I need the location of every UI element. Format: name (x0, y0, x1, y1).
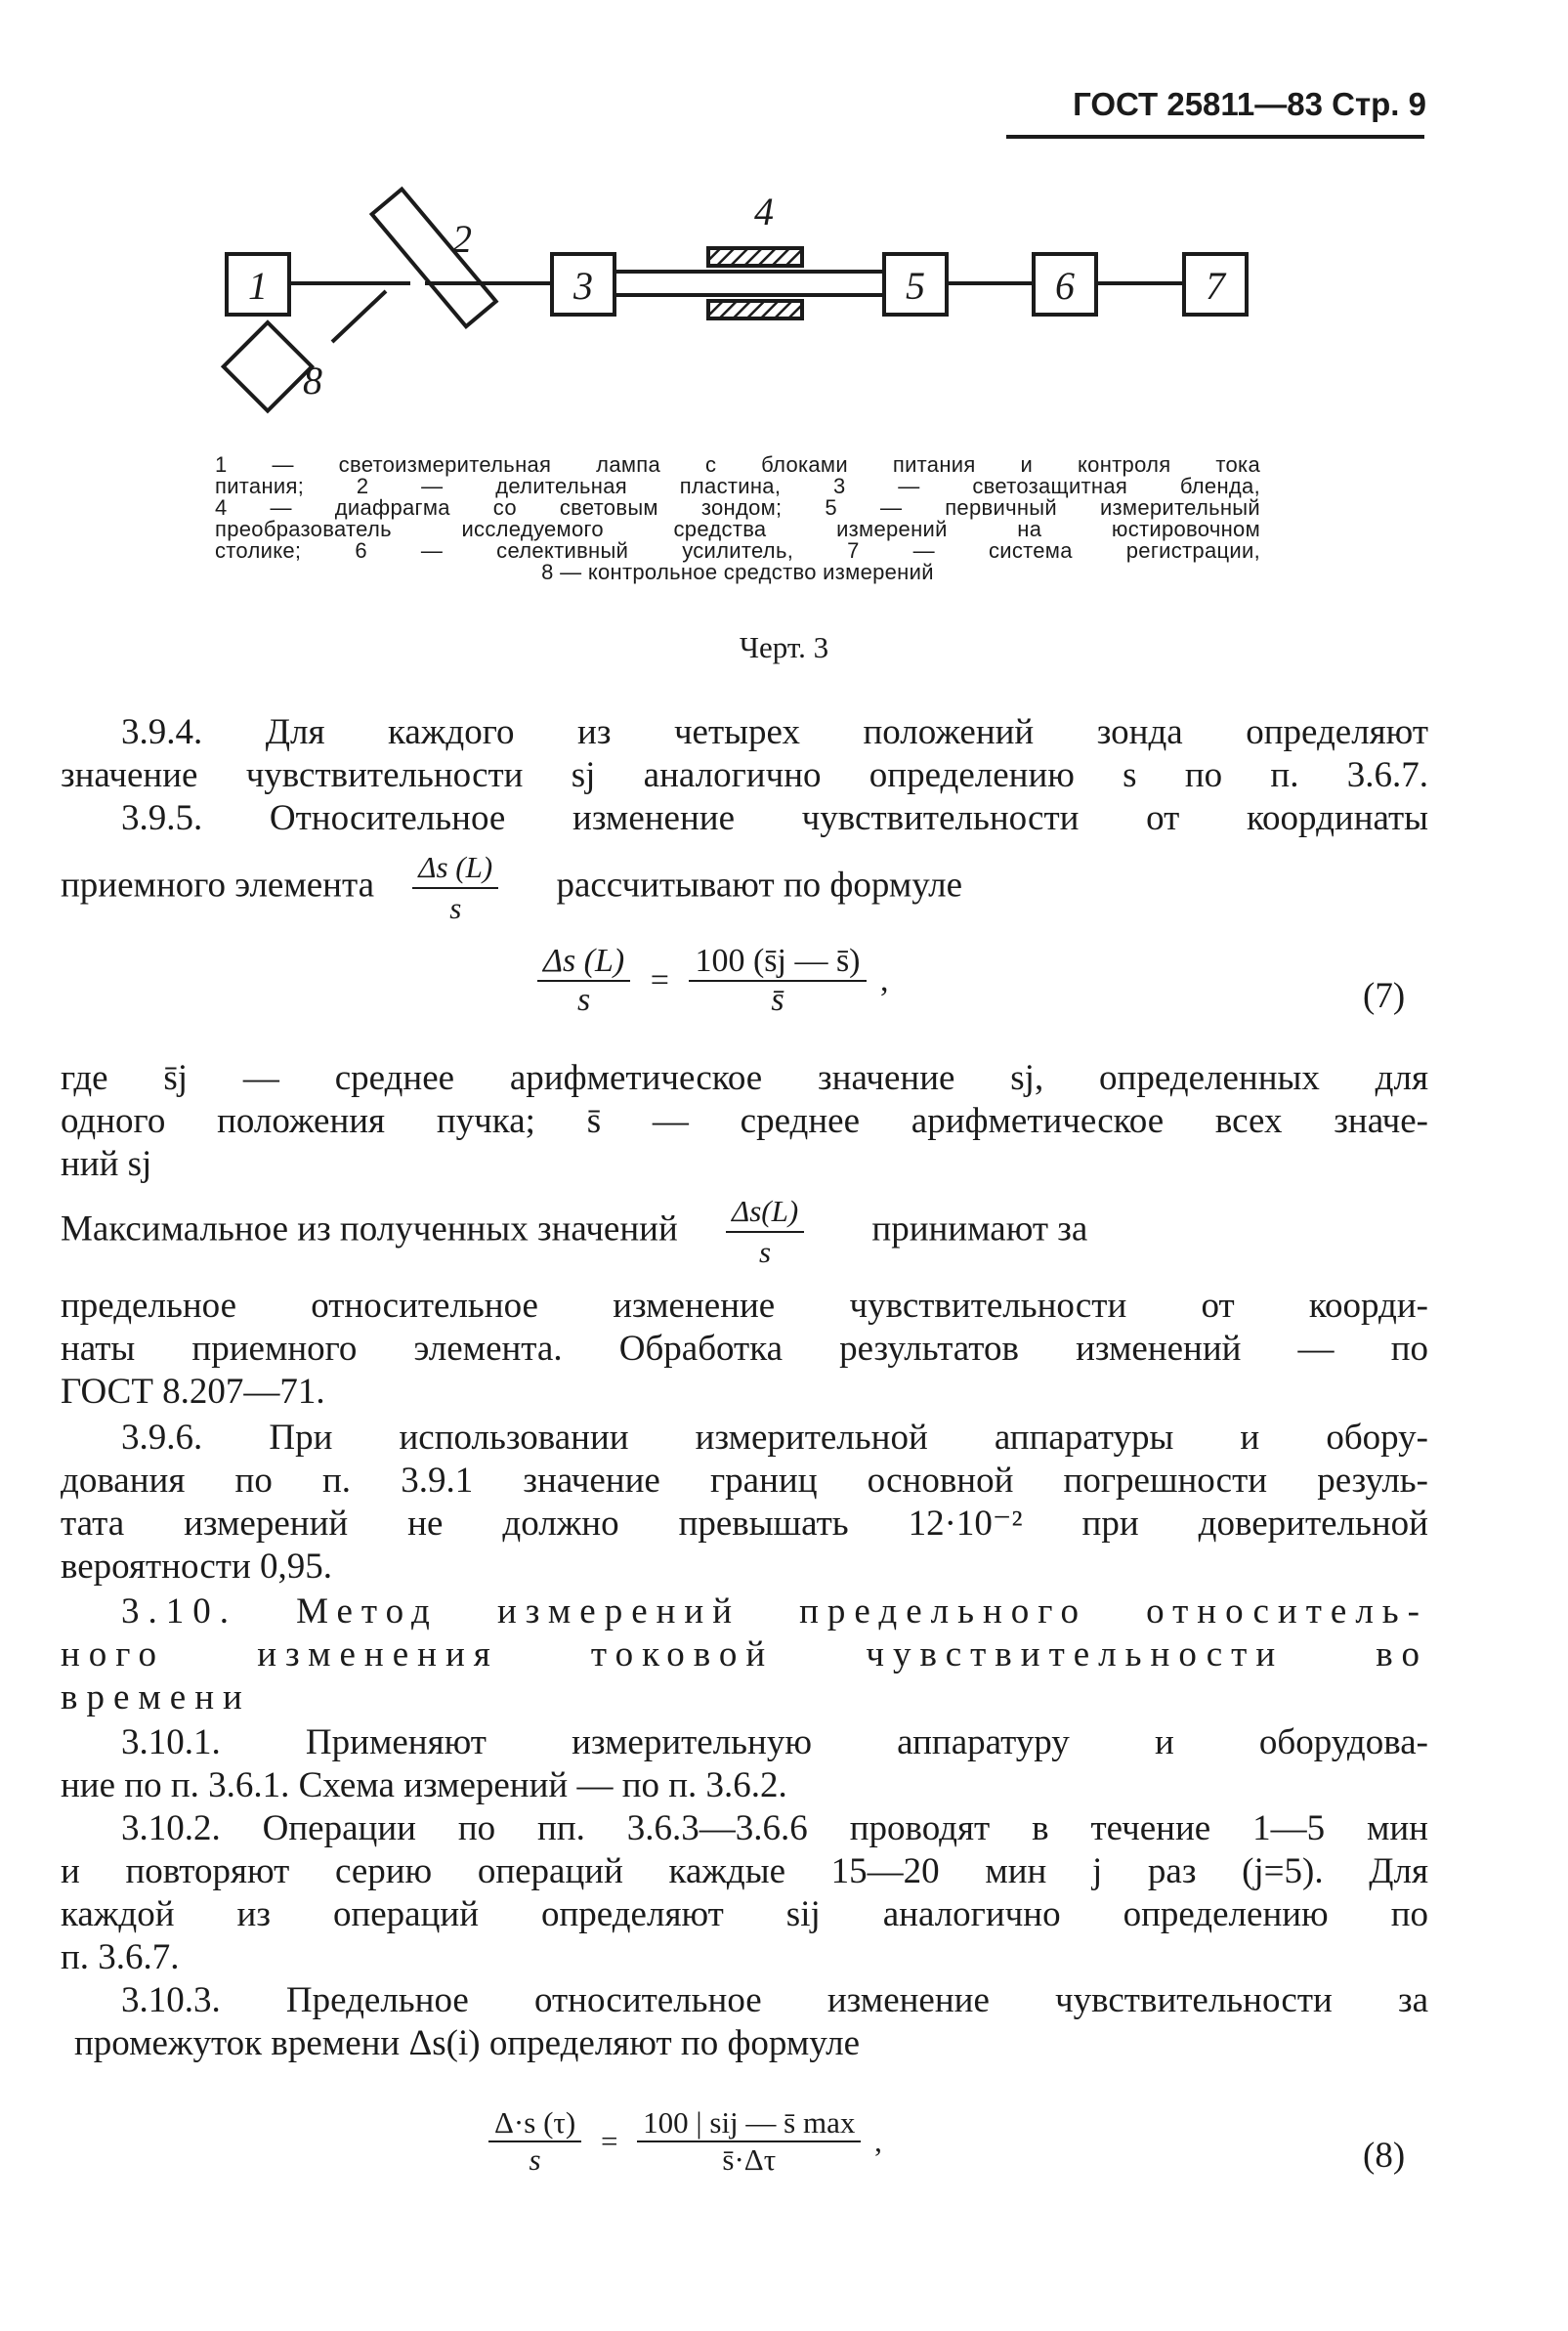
header-rule (1006, 135, 1424, 139)
comma: , (880, 962, 889, 998)
fraction-denominator: s (529, 2142, 541, 2177)
text-line: каждой из операций определяют sij аналогично определению по (61, 1894, 1428, 1934)
fraction-numerator: Δ·s (τ) (488, 2105, 581, 2142)
label-5: 5 (906, 264, 925, 308)
caption-line: столике; 6 — селективный усилитель, 7 — система регистрации, (215, 538, 1260, 563)
caption-line: 8 — контрольное средство измерений (541, 560, 934, 584)
fraction-denominator: s̄·Δτ (722, 2142, 777, 2177)
text-line: где s̄j — среднее арифметическое значение sj, определенных для (61, 1058, 1428, 1098)
text-fragment: рассчитывают по формуле (556, 865, 963, 906)
paragraph-3-9-4 (61, 711, 1428, 797)
label-4: 4 (754, 190, 774, 233)
comma: , (874, 2124, 882, 2158)
paragraph-3-10-1 (61, 1721, 1428, 1807)
caption-line: 1 — светоизмерительная лампа с блоками питания и контроля тока (215, 452, 1260, 477)
paragraph-3-10-2 (61, 1807, 1428, 1979)
text-line: тата измерений не должно превышать 12·10⁻² при доверительной (61, 1504, 1428, 1544)
eq7-lhs (537, 943, 630, 1019)
equation-number-8: (8) (1363, 2136, 1406, 2176)
paragraph-max-formula-line (61, 1192, 1428, 1272)
equation-8 (488, 2105, 882, 2178)
text-line: ний sj (61, 1144, 152, 1184)
block-4-diaphragm-top (708, 248, 802, 266)
paragraph-3-9-5 (61, 797, 1428, 840)
text-line: 3.9.5. Относительное изменение чувствительности от координаты (121, 798, 1428, 838)
equals-sign: = (600, 2124, 618, 2158)
section-heading-line: времени (61, 1677, 251, 1717)
measurement-scheme-diagram (215, 186, 1290, 440)
text-line: дования по п. 3.9.1 значение границ основной погрешности резуль- (61, 1461, 1428, 1501)
paragraph-3-9-6 (61, 1417, 1428, 1589)
eq8-rhs (637, 2105, 861, 2178)
label-6: 6 (1055, 264, 1075, 308)
fraction-denominator: s (449, 891, 462, 925)
eq8-lhs (488, 2105, 581, 2178)
text-fragment: Максимальное из полученных значений (61, 1208, 678, 1250)
label-7: 7 (1206, 264, 1225, 308)
text-line: одного положения пучка; s̄ — среднее арифметическое всех значе- (61, 1101, 1428, 1141)
fraction-numerator: Δs(L) (726, 1192, 804, 1233)
paragraph-3-10 (61, 1590, 1428, 1719)
label-3: 3 (573, 264, 593, 308)
inline-fraction (726, 1192, 804, 1272)
text-line: промежуток времени Δs(i) определяют по формуле (74, 2023, 861, 2063)
text-line: 3.10.1. Применяют измерительную аппаратуру и оборудова- (121, 1722, 1428, 1762)
paragraph-3-10-3 (61, 1979, 1428, 2065)
block-2-divider-plate (372, 190, 496, 327)
text-line: 3.9.6. При использовании измерительной аппаратуры и обору- (121, 1418, 1428, 1458)
equation-number-7: (7) (1363, 976, 1406, 1016)
fraction-denominator: s (577, 982, 591, 1018)
text-line: предельное относительное изменение чувствительности от коорди- (61, 1286, 1428, 1326)
paragraph-where (61, 1057, 1428, 1186)
paragraph-max (61, 1285, 1428, 1414)
eq7-rhs (689, 943, 866, 1019)
fraction-denominator: s̄ (771, 982, 784, 1018)
fraction-numerator: Δs (L) (412, 848, 498, 889)
block-4-diaphragm-bottom (708, 301, 802, 318)
section-heading-line: ного изменения токовой чувствительности во (61, 1634, 1428, 1674)
equation-7 (537, 943, 889, 1019)
figure-caption (215, 454, 1260, 583)
page-header: ГОСТ 25811—83 Стр. 9 (1073, 86, 1426, 122)
text-line: наты приемного элемента. Обработка результатов изменений — по (61, 1329, 1428, 1369)
block-8 (224, 322, 313, 411)
section-heading-line: 3.10. Метод измерений предельного относитель- (121, 1591, 1428, 1632)
caption-line: питания; 2 — делительная пластина, 3 — светозащитная бленда, (215, 474, 1260, 498)
figure-label: Черт. 3 (739, 630, 829, 664)
fraction-numerator: Δs (L) (537, 943, 630, 982)
fraction-numerator: 100 (s̄j — s̄) (689, 943, 866, 982)
text-line: вероятности 0,95. (61, 1547, 333, 1587)
fraction-numerator: 100 | sij — s̄ max (637, 2105, 861, 2142)
text-fragment: принимают за (871, 1208, 1088, 1250)
inline-fraction (412, 848, 498, 928)
paragraph-3-9-5-formula-line (61, 848, 1428, 928)
label-2: 2 (452, 217, 472, 261)
text-line: 3.9.4. Для каждого из четырех положений зонда определяют (121, 712, 1428, 752)
text-fragment: приемного элемента (61, 865, 375, 906)
label-8: 8 (303, 359, 322, 403)
caption-line: преобразователь исследуемого средства измерений на юстировочном (215, 517, 1260, 541)
text-line: и повторяют серию операций каждые 15—20 мин j раз (j=5). Для (61, 1851, 1428, 1891)
caption-line: 4 — диафрагма со световым зондом; 5 — первичный измерительный (215, 495, 1260, 520)
label-1: 1 (248, 264, 268, 308)
text-line: ние по п. 3.6.1. Схема измерений — по п. 3.6.2. (61, 1765, 787, 1805)
text-line: значение чувствительности sj аналогично определению s по п. 3.6.7. (61, 755, 1428, 795)
text-line: п. 3.6.7. (61, 1937, 180, 1977)
fraction-denominator: s (759, 1235, 772, 1269)
text-line: ГОСТ 8.207—71. (61, 1372, 325, 1412)
equals-sign: = (650, 962, 669, 998)
text-line: 3.10.3. Предельное относительное изменение чувствительности за (121, 1980, 1428, 2020)
text-line: 3.10.2. Операции по пп. 3.6.3—3.6.6 проводят в течение 1—5 мин (121, 1808, 1428, 1848)
